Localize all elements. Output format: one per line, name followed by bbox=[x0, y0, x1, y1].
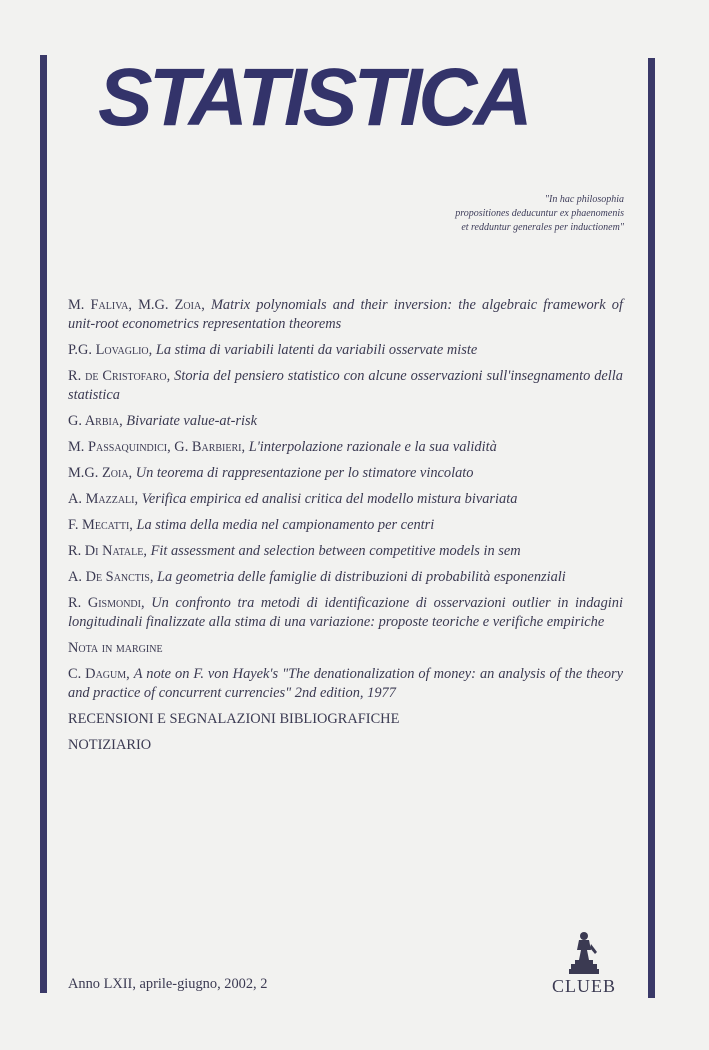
entry-authors: F. Mecatti bbox=[68, 517, 130, 533]
entry-authors: R. Gismondi bbox=[68, 595, 141, 611]
entry-title: La stima di variabili latenti da variabili osservate miste bbox=[155, 342, 478, 358]
entry-authors: C. Dagum bbox=[68, 666, 127, 682]
journal-title: STATISTICA bbox=[98, 52, 529, 143]
entry-title: Fit assessment and selection between competitive models in sem bbox=[150, 543, 521, 559]
epigraph-line: et redduntur generales per inductionem" bbox=[461, 222, 624, 233]
entry-authors: A. Mazzali bbox=[68, 491, 135, 507]
entry-authors: G. Arbia bbox=[68, 413, 120, 429]
toc-entry: G. Arbia, Bivariate value-at-risk bbox=[68, 413, 257, 429]
entry-title: Verifica empirica ed analisi critica del modello mistura bivariata bbox=[141, 491, 518, 507]
entry-authors: M. Faliva, M.G. Zoia bbox=[68, 297, 202, 313]
section-heading-nota: Nota in margine bbox=[68, 640, 163, 656]
section-heading-recensioni: RECENSIONI E SEGNALAZIONI BIBLIOGRAFICHE bbox=[68, 711, 400, 727]
entry-authors: A. De Sanctis bbox=[68, 569, 150, 585]
entry-authors: M.G. Zoia bbox=[68, 465, 129, 481]
entry-title: La geometria delle famiglie di distribuzioni di probabilità esponenziali bbox=[157, 569, 566, 585]
epigraph bbox=[324, 193, 624, 235]
table-of-contents bbox=[68, 296, 623, 762]
toc-entry: A. De Sanctis, La geometria delle famiglie di distribuzioni di probabilità esponenziali bbox=[68, 569, 566, 585]
publisher-emblem-icon bbox=[567, 930, 601, 976]
entry-title: Matrix polynomials and their inversion: the algebraic framework of unit-root econometrics representation theorems bbox=[68, 297, 623, 332]
publisher-logo bbox=[548, 930, 620, 1000]
epigraph-line: "In hac philosophia bbox=[544, 194, 624, 205]
toc-entry: F. Mecatti, La stima della media nel campionamento per centri bbox=[68, 517, 435, 533]
left-vertical-rule bbox=[40, 55, 47, 993]
epigraph-line: propositiones deducuntur ex phaenomenis bbox=[455, 208, 624, 219]
entry-title: Storia del pensiero statistico con alcune osservazioni sull'insegnamento della statistica bbox=[68, 368, 623, 403]
publisher-name: CLUEB bbox=[551, 976, 616, 996]
toc-entry: P.G. Lovaglio, La stima di variabili latenti da variabili osservate miste bbox=[68, 342, 478, 358]
entry-authors: R. de Cristofaro bbox=[68, 368, 167, 384]
entry-title: La stima della media nel campionamento per centri bbox=[136, 517, 435, 533]
entry-title: Un teorema di rappresentazione per lo stimatore vincolato bbox=[135, 465, 474, 481]
entry-title: A note on F. von Hayek's "The denationalization of money: an analysis of the theory and practice of concurrent currencies" 2nd edition, 1977 bbox=[68, 666, 623, 701]
entry-authors: R. Di Natale bbox=[68, 543, 144, 559]
entry-authors: M. Passaquindici, G. Barbieri bbox=[68, 439, 242, 455]
toc-entry: C. Dagum, A note on F. von Hayek's "The denationalization of money: an analysis of the theory and practice of concurrent currencies" 2nd edition, 1977 bbox=[68, 666, 623, 701]
entry-title: L'interpolazione razionale e la sua validità bbox=[248, 439, 497, 455]
toc-entry: A. Mazzali, Verifica empirica ed analisi critica del modello mistura bivariata bbox=[68, 491, 518, 507]
toc-entry: R. Gismondi, Un confronto tra metodi di identificazione di osservazioni outlier in indagini longitudinali finalizzate alla stima di una variazione: proposte teoriche e verifiche empiriche bbox=[68, 595, 623, 630]
entry-title: Bivariate value-at-risk bbox=[126, 413, 257, 429]
section-heading-notiziario: NOTIZIARIO bbox=[68, 737, 152, 753]
issue-info: Anno LXII, aprile-giugno, 2002, 2 bbox=[68, 976, 268, 992]
toc-entry: R. Di Natale, Fit assessment and selection between competitive models in sem bbox=[68, 543, 521, 559]
toc-entry: M. Faliva, M.G. Zoia, Matrix polynomials and their inversion: the algebraic framework of unit-root econometrics representation theorems bbox=[68, 297, 623, 332]
entry-authors: P.G. Lovaglio bbox=[68, 342, 149, 358]
toc-entry: M.G. Zoia, Un teorema di rappresentazione per lo stimatore vincolato bbox=[68, 465, 474, 481]
toc-entry: R. de Cristofaro, Storia del pensiero statistico con alcune osservazioni sull'insegnamento della statistica bbox=[68, 368, 623, 403]
toc-entry: M. Passaquindici, G. Barbieri, L'interpolazione razionale e la sua validità bbox=[68, 439, 497, 455]
right-vertical-rule bbox=[648, 58, 655, 998]
entry-title: Un confronto tra metodi di identificazione di osservazioni outlier in indagini longitudinali finalizzate alla stima di una variazione: proposte teoriche e verifiche empiriche bbox=[68, 595, 623, 630]
